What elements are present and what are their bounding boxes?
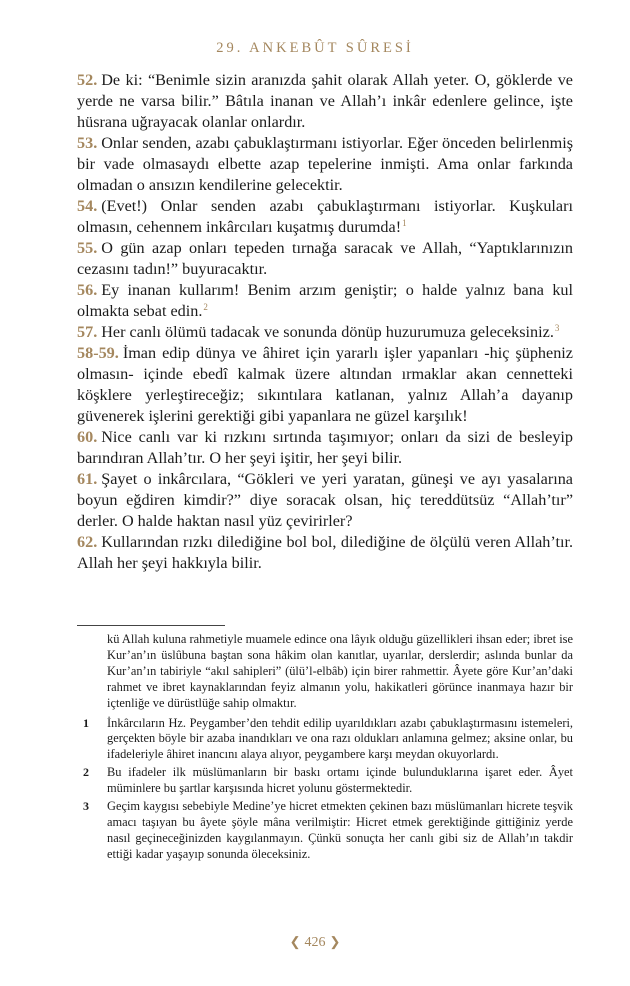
verse-text: Şayet o inkârcılara, “Gökleri ve yeri yaratan, güneşi ve ayı yasalarına boyun eğdiren kimdir?” diye soracak olsan, hiç tereddütsüz “Allah’tır” derler. O halde haktan nasıl yüz çevirirler? (77, 470, 573, 530)
verse-number: 54. (77, 197, 98, 215)
footnote-number: 1 (83, 715, 89, 730)
verse-number: 58-59. (77, 344, 119, 362)
surah-title-header (0, 40, 630, 57)
verse-number: 53. (77, 134, 98, 152)
verse-number: 52. (77, 71, 98, 89)
verse-text: Her canlı ölümü tadacak ve sonunda dönüp huzurumuza geleceksiniz. (101, 323, 554, 341)
verse-52 (77, 70, 573, 133)
footnote-1 (77, 716, 573, 764)
verse-text: İman edip dünya ve âhiret için yararlı işler yapanları -hiç şüpheniz olmasın- içinde ebedî kalmak üzere altından ırmaklar akan cennetteki köşklere yerleştireceğiz; sıkıntılara katlanan, yalnız Allah’a dayanıp güvenerek işlerini gerektiği gibi yapanlara ne güzel karşılık! (77, 344, 573, 425)
verse-57 (77, 322, 573, 343)
footnote-2 (77, 765, 573, 797)
verse-text: Ey inanan kullarım! Benim arzım geniştir; o halde yalnız bana kul olmakta sebat edin. (77, 281, 573, 320)
verse-54 (77, 196, 573, 238)
footnote-text: Geçim kaygısı sebebiyle Medine’ye hicret etmekten çekinen bazı müslümanları hicrete teşvik amacı taşıyan bu âyete şöyle mâna verilmiştir: Hicret etmek gerektiğinde gittiğiniz yerde nasıl geçineceğinizden kaygılanmayın. Çünkü sonuçta her canlı gibi siz de Allah’ın takdir ettiği kadar yaşayıp sonunda öleceksiniz. (107, 799, 573, 861)
verse-61 (77, 469, 573, 532)
verse-number: 57. (77, 323, 98, 341)
verse-55 (77, 238, 573, 280)
page-footer (0, 934, 630, 951)
footnote-ref[interactable]: 1 (402, 217, 407, 228)
footnote-ref[interactable]: 3 (554, 322, 560, 333)
footnote-number: 3 (83, 799, 89, 814)
verse-58-59 (77, 343, 573, 427)
footnote-divider (77, 625, 225, 626)
verse-56 (77, 280, 573, 322)
verse-text: (Evet!) Onlar senden azabı çabuklaştırmanı istiyorlar. Kuşkuları olmasın, cehennem inkârcıları kuşatmış durumda! (77, 197, 573, 236)
verse-number: 61. (77, 470, 98, 488)
verse-text: O gün azap onları tepeden tırnağa saracak ve Allah, “Yaptıklarınızın cezasını tadın!” buyuracaktır. (77, 239, 573, 278)
verse-number: 55. (77, 239, 98, 257)
verse-62 (77, 532, 573, 574)
page-number: 426 (304, 935, 326, 950)
verse-body (77, 70, 573, 574)
verse-53 (77, 133, 573, 196)
footnote-ref[interactable]: 2 (203, 301, 208, 312)
verse-text: Onlar senden, azabı çabuklaştırmanı istiyorlar. Eğer önceden belirlenmiş bir vade olmasaydı elbette azap tepelerine inmişti. Ama onlar farkında olmadan o ansızın kendilerine gelecektir. (77, 134, 573, 194)
verse-number: 56. (77, 281, 98, 299)
ornament-left-icon: ❮ (289, 934, 301, 949)
footnotes (77, 632, 573, 865)
verse-text: Nice canlı var ki rızkını sırtında taşımıyor; onları da sizi de besleyip barındıran Allah’tır. O her şeyi işitir, her şeyi bilir. (77, 428, 573, 467)
verse-number: 62. (77, 533, 98, 551)
surah-title: 29. ANKEBÛT SÛRESİ (216, 40, 414, 56)
footnote-text: kü Allah kuluna rahmetiyle muamele edince ona lâyık olduğu güzellikleri ihsan eder; ibret ise Kur’an’ın üslûbuna baştan sona hâkim olan kanıtlar, uyarılar, derslerdir; aslında bunlar da Kur’an’ın tabiriyle “akıl sahipleri” (ülü’l-elbâb) için birer rahmettir. Âyete göre Kur’an’daki rahmet ve ibret kaynaklarından feyiz almanın yolu, hakikatleri görünce inanmaya hazır bir içtenliğe ve dürüstlüğe sahip olmaktır. (107, 632, 573, 710)
ornament-right-icon: ❯ (329, 934, 341, 949)
footnote-text: İnkârcıların Hz. Peygamber’den tehdit edilip uyarıldıkları azabı çabuklaştırmasını istemeleri, gerçekten böyle bir azaba inandıkları ve ona razı oldukları anlamına gelmez; aksine onlar, bu ifadeleriyle âhiret inancını alaya alıyor, peygambere karşı meydan okuyorlardı. (107, 715, 573, 762)
verse-number: 60. (77, 428, 98, 446)
footnote-text: Bu ifadeler ilk müslümanların bir baskı ortamı içinde bulunduklarına işaret eder. Âyet müminlere bu şartlar karşısında hicret yolunu göstermektedir. (107, 765, 573, 796)
footnote-number: 2 (83, 765, 89, 780)
footnote-continuation (77, 632, 573, 712)
verse-60 (77, 427, 573, 469)
footnote-3 (77, 799, 573, 863)
verse-text: Kullarından rızkı dilediğine bol bol, dilediğine de ölçülü veren Allah’tır. Allah her şeyi hakkıyla bilir. (77, 533, 573, 572)
verse-text: De ki: “Benimle sizin aranızda şahit olarak Allah yeter. O, göklerde ve yerde ne varsa bilir.” Bâtıla inanan ve Allah’ı inkâr edenlere gelince, işte hüsrana uğrayacak olanlar onlardır. (77, 71, 573, 131)
